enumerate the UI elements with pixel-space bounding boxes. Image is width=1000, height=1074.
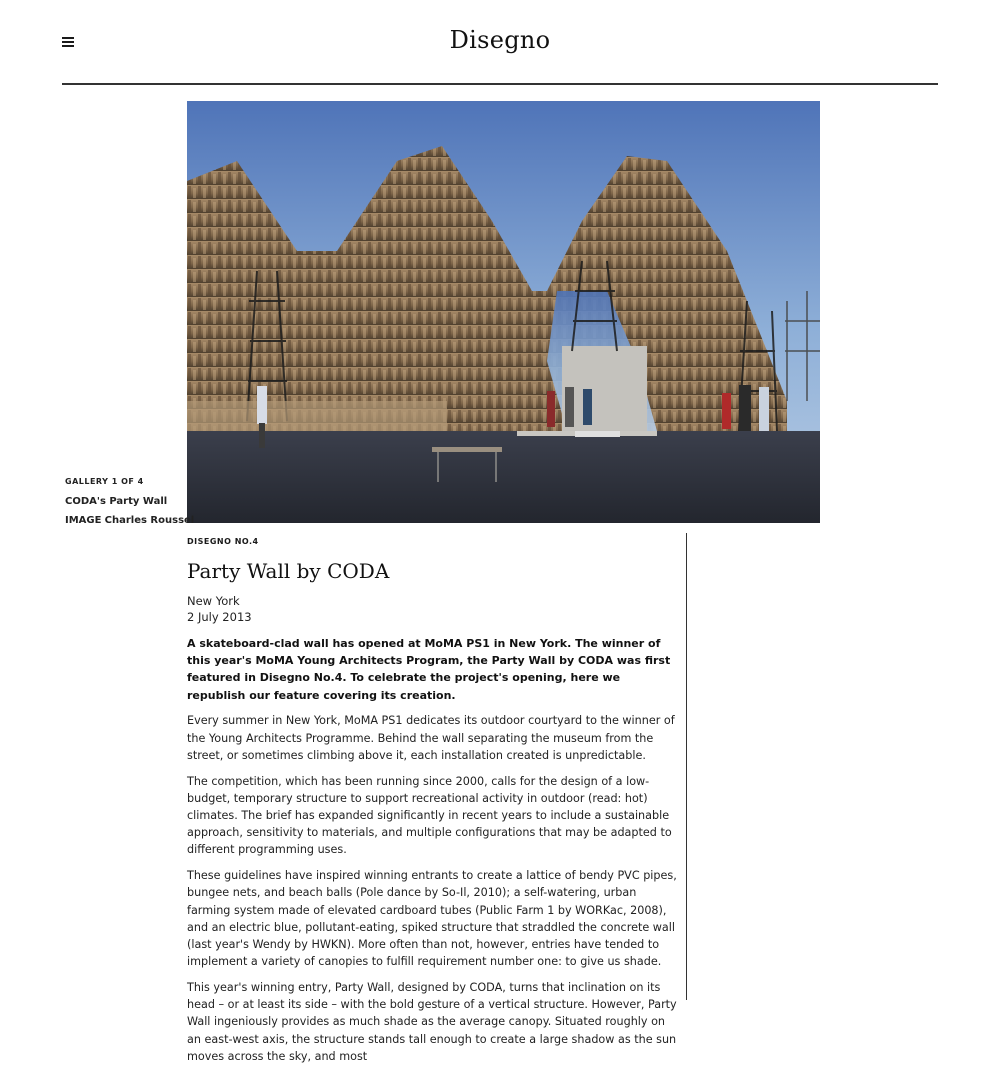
gallery-caption: [65, 476, 195, 530]
header-divider: [62, 83, 938, 85]
article-date: 2 July 2013: [187, 610, 252, 624]
article-title: Party Wall by CODA: [187, 559, 390, 583]
credit-name: Charles Roussel: [104, 515, 195, 526]
article-body: [187, 536, 677, 1074]
article-location: New York: [187, 594, 240, 608]
party-wall-photo: [187, 101, 820, 523]
article-paragraph: These guidelines have inspired winning entrants to create a lattice of bendy PVC pipes, bungee nets, and beach balls (Pole dance by So-Il, 2010); a self-watering, urban farming system made of elevated cardboard tubes (Public Farm 1 by WORKac, 2008), and an electric blue, pollutant-eating, spiked structure that straddled the concrete wall (last year's Wendy by HWKN). More often than not, however, entries have tended to implement a variety of canopies to fulfill requirement number one: to give us shade.: [187, 869, 677, 969]
credit-label: IMAGE: [65, 515, 102, 526]
gallery-image[interactable]: [187, 101, 820, 523]
article-standfirst: A skateboard-clad wall has opened at MoMA PS1 in New York. The winner of this year's MoMA Young Architects Program, the Party Wall by CODA was first featured in Disegno No.4. To celebrate the project's opening, here we republish our feature covering its creation.: [187, 637, 671, 702]
article-paragraph: This year's winning entry, Party Wall, designed by CODA, turns that inclination on its head – or at least its side – with the bold gesture of a vertical structure. However, Party Wall ingeniously provides as much shade as the average canopy. Situated roughly on an east-west axis, the structure stands tall enough to create a large shadow as the sun moves across the sky, and most: [187, 981, 677, 1063]
gallery-counter: GALLERY 1 OF 4: [65, 477, 144, 486]
article-meta: [187, 593, 677, 625]
article-kicker[interactable]: DISEGNO NO.4: [187, 537, 259, 546]
column-divider: [686, 533, 687, 1000]
gallery-credit: [65, 511, 195, 530]
gallery-caption-title: CODA's Party Wall: [65, 496, 168, 507]
article-paragraph: Every summer in New York, MoMA PS1 dedicates its outdoor courtyard to the winner of the Young Architects Programme. Behind the wall separating the museum from the street, or sometimes climbing above it, each installation created is unpredictable.: [187, 714, 675, 762]
article-paragraph: The competition, which has been running since 2000, calls for the design of a low-budget, temporary structure to support recreational activity in outdoor (read: hot) climates. The brief has expanded significantly in recent years to include a sustainable approach, sensitivity to materials, and multiple configurations that may be adapted to different programming uses.: [187, 774, 672, 857]
site-logo[interactable]: Disegno: [449, 26, 551, 54]
